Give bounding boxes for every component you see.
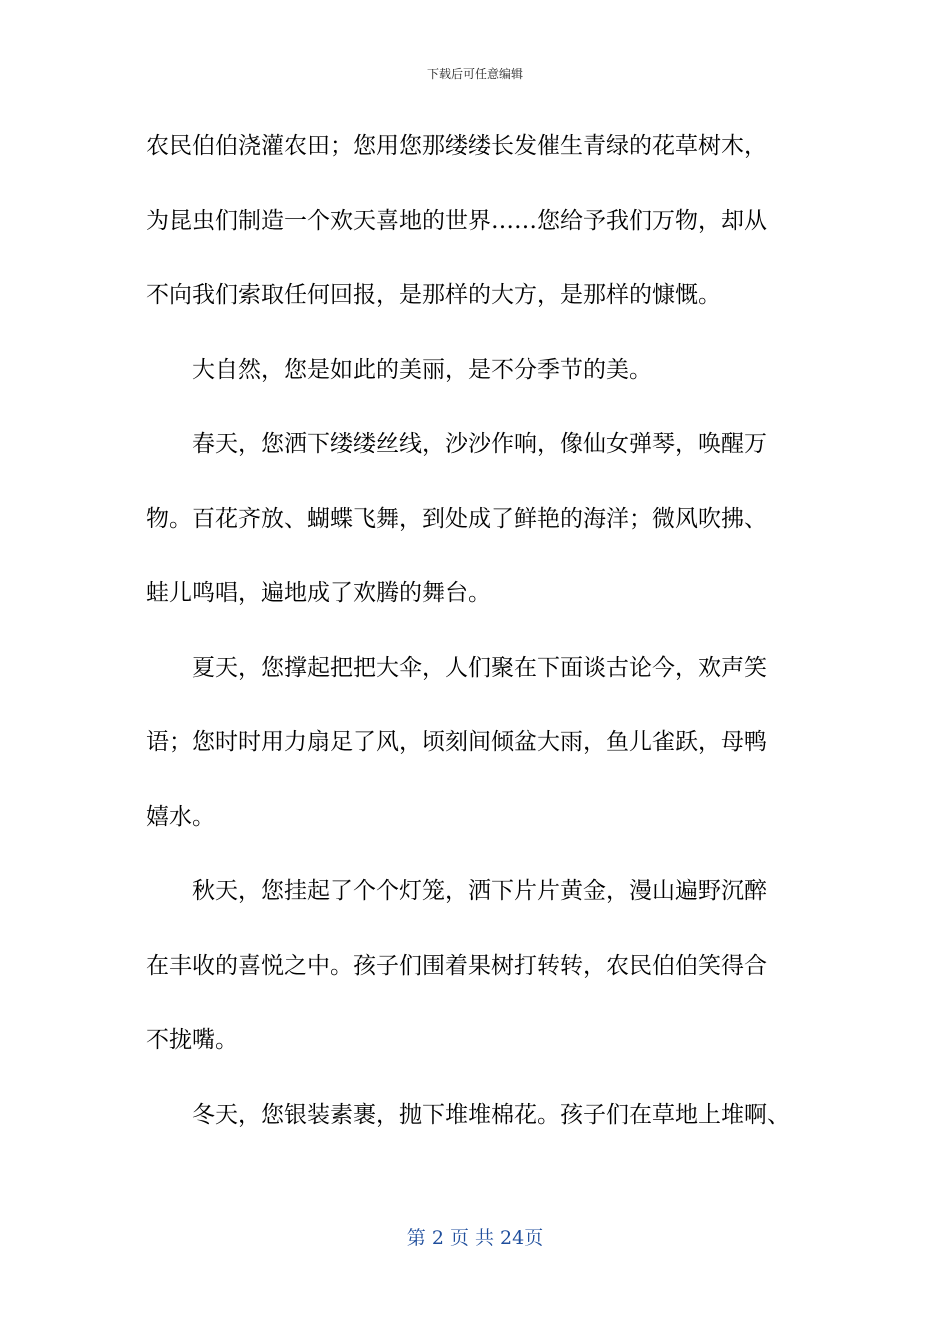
- text-line: 嬉水。: [146, 803, 215, 830]
- paragraph-start-line: 春天，您洒下缕缕丝线，沙沙作响，像仙女弹琴，唤醒万: [192, 431, 767, 457]
- text-line: 不拢嘴。: [146, 1027, 238, 1053]
- text-line: 不向我们索取任何回报，是那样的大方，是那样的慷慨。: [146, 282, 721, 308]
- text-line: 物。百花齐放、蝴蝶飞舞，到处成了鲜艳的海洋；微风吹拂、: [146, 505, 767, 532]
- text-line: 农民伯伯浇灌农田；您用您那缕缕长发催生青绿的花草树木，: [146, 133, 767, 159]
- paragraph-start-line: 夏天，您撑起把把大伞，人们聚在下面谈古论今，欢声笑: [192, 654, 767, 681]
- paragraph-start-line: 秋天，您挂起了个个灯笼，洒下片片黄金，漫山遍野沉醉: [192, 878, 767, 904]
- paragraph-start-line: 大自然，您是如此的美丽，是不分季节的美。: [192, 356, 652, 383]
- text-line: 语；您时时用力扇足了风，顷刻间倾盆大雨，鱼儿雀跃，母鸭: [146, 729, 767, 755]
- text-line: 为昆虫们制造一个欢天喜地的世界……您给予我们万物，却从: [146, 207, 767, 234]
- text-line: 蛙儿鸣唱，遍地成了欢腾的舞台。: [146, 580, 491, 606]
- header-note: 下载后可任意编辑: [426, 67, 523, 81]
- page-number-footer: 第 2 页 共 24页: [406, 1227, 544, 1249]
- text-line: 在丰收的喜悦之中。孩子们围着果树打转转，农民伯伯笑得合: [146, 952, 767, 979]
- paragraph-start-line: 冬天，您银装素裹，抛下堆堆棉花。孩子们在草地上堆啊、: [192, 1101, 790, 1128]
- document-body: [146, 126, 806, 1169]
